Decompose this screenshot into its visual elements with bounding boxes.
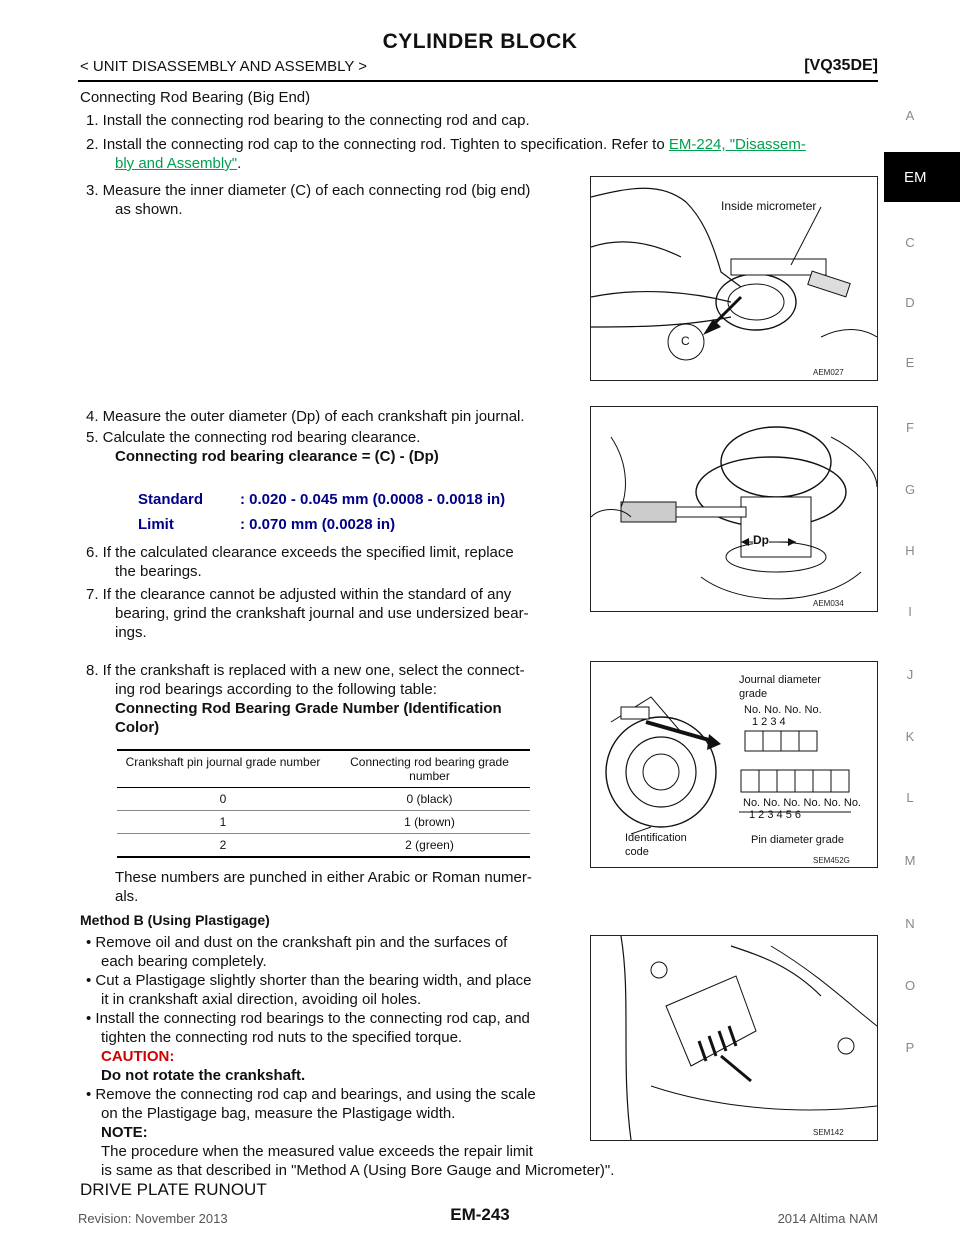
figure-plastigage bbox=[590, 935, 878, 1141]
step-6: 6. If the calculated clearance exceeds the specified limit, replace bbox=[86, 544, 514, 561]
sidebar-letter-l[interactable]: L bbox=[906, 790, 914, 805]
identification-code-label-cont: code bbox=[625, 846, 649, 858]
step-2-cont bbox=[115, 154, 241, 173]
em-224-link-cont[interactable]: bly and Assembly" bbox=[115, 155, 238, 172]
table-cell: 2 (green) bbox=[405, 838, 454, 852]
figure-pin-micrometer bbox=[590, 406, 878, 612]
sidebar-letter-i[interactable]: I bbox=[908, 604, 912, 619]
journal-no-row: No. No. No. No. bbox=[744, 704, 822, 716]
sidebar-letter-d[interactable]: D bbox=[905, 295, 915, 310]
revision-date: Revision: November 2013 bbox=[78, 1211, 228, 1226]
table-header-bearing: Connecting rod bearing grade number bbox=[329, 751, 530, 788]
inside-micrometer-label: Inside micrometer bbox=[721, 199, 817, 213]
figure-code: SEM452G bbox=[813, 856, 850, 865]
bullet-3: • Install the connecting rod bearings to the connecting rod cap, and bbox=[86, 1010, 530, 1027]
table-title-cont: Color) bbox=[115, 719, 160, 736]
sidebar-letter-g[interactable]: G bbox=[904, 482, 916, 497]
bullet-1-cont: each bearing completely. bbox=[101, 953, 267, 970]
step-6-cont: the bearings. bbox=[115, 563, 202, 580]
bearing-grade-table bbox=[117, 751, 530, 856]
step-8: 8. If the crankshaft is replaced with a new one, select the connect- bbox=[86, 662, 525, 679]
sidebar-letter-m[interactable]: M bbox=[904, 853, 916, 868]
table-row bbox=[117, 788, 530, 811]
em-224-link[interactable]: EM-224, "Disassem- bbox=[668, 136, 806, 153]
bullet-2: • Cut a Plastigage slightly shorter than the bearing width, and place bbox=[86, 972, 532, 989]
figure-code: AEM034 bbox=[813, 599, 844, 608]
section-breadcrumb: < UNIT DISASSEMBLY AND ASSEMBLY > bbox=[80, 58, 368, 75]
table-header-row bbox=[117, 751, 530, 788]
callout-dp: Dp bbox=[753, 533, 769, 547]
step-7: 7. If the clearance cannot be adjusted within the standard of any bbox=[86, 586, 512, 603]
engine-code: [VQ35DE] bbox=[804, 57, 878, 74]
identification-code-label: Identification bbox=[625, 832, 687, 844]
step-2-text: 2. Install the connecting rod cap to the connecting rod. Tighten to specification. Refer to bbox=[86, 136, 669, 153]
pin-num-row: 1 2 3 4 5 6 bbox=[749, 809, 801, 821]
table-cell: 0 bbox=[117, 788, 329, 811]
table-row bbox=[117, 811, 530, 834]
pin-grade-label: Pin diameter grade bbox=[751, 834, 844, 846]
table-row bbox=[117, 834, 530, 857]
plastigage-illustration bbox=[591, 936, 877, 1140]
step-3-cont: as shown. bbox=[115, 201, 183, 218]
sidebar-letter-e[interactable]: E bbox=[905, 355, 915, 370]
sidebar-letter-a[interactable]: A bbox=[905, 108, 915, 123]
note-text-cont: is same as that described in "Method A (Using Bore Gauge and Micrometer)". bbox=[101, 1162, 615, 1179]
numerals-note: These numbers are punched in either Arabic or Roman numer- bbox=[115, 869, 532, 886]
step-5: 5. Calculate the connecting rod bearing clearance. bbox=[86, 429, 421, 446]
limit-value: : 0.070 mm (0.0028 in) bbox=[240, 516, 396, 533]
journal-grade-label: Journal diameter bbox=[739, 674, 821, 686]
journal-num-row: 1 2 3 4 bbox=[752, 716, 786, 728]
numerals-note-cont: als. bbox=[115, 888, 139, 905]
standard-label: Standard bbox=[138, 491, 204, 508]
table-title: Connecting Rod Bearing Grade Number (Identification bbox=[115, 700, 502, 717]
next-section-heading: DRIVE PLATE RUNOUT bbox=[80, 1180, 267, 1199]
step-2 bbox=[86, 135, 806, 154]
table-header-pin: Crankshaft pin journal grade number bbox=[117, 751, 329, 788]
note-text: The procedure when the measured value exceeds the repair limit bbox=[101, 1143, 533, 1160]
pin-micrometer-illustration bbox=[591, 407, 877, 611]
note-label: NOTE: bbox=[101, 1124, 148, 1141]
standard-value: : 0.020 - 0.045 mm (0.0008 - 0.0018 in) bbox=[240, 491, 506, 508]
page-title: CYLINDER BLOCK bbox=[382, 30, 578, 53]
page-number: EM-243 bbox=[450, 1205, 510, 1224]
step-3: 3. Measure the inner diameter (C) of each connecting rod (big end) bbox=[86, 182, 531, 199]
figure-inside-micrometer bbox=[590, 176, 878, 381]
sidebar-letter-f[interactable]: F bbox=[906, 420, 914, 435]
sidebar-letter-o[interactable]: O bbox=[904, 978, 916, 993]
sidebar-letter-p[interactable]: P bbox=[905, 1040, 915, 1055]
step-4: 4. Measure the outer diameter (Dp) of each crankshaft pin journal. bbox=[86, 408, 525, 425]
model-label: 2014 Altima NAM bbox=[777, 1211, 878, 1226]
callout-c: C bbox=[681, 334, 690, 348]
bullet-2-cont: it in crankshaft axial direction, avoiding oil holes. bbox=[101, 991, 422, 1008]
sidebar-letter-j[interactable]: J bbox=[906, 667, 914, 682]
sidebar-letter-n[interactable]: N bbox=[905, 916, 915, 931]
step-1: 1. Install the connecting rod bearing to the connecting rod and cap. bbox=[86, 112, 530, 129]
bullet-1: • Remove oil and dust on the crankshaft pin and the surfaces of bbox=[86, 934, 508, 951]
journal-grade-label-cont: grade bbox=[739, 688, 768, 700]
pin-no-row: No. No. No. No. No. No. bbox=[743, 797, 861, 809]
section-heading: Connecting Rod Bearing (Big End) bbox=[80, 89, 311, 106]
sidebar-letter-c[interactable]: C bbox=[905, 235, 915, 250]
step-8-cont: ing rod bearings according to the following table: bbox=[115, 681, 437, 698]
sidebar-letter-k[interactable]: K bbox=[905, 729, 915, 744]
table-cell: 2 bbox=[219, 838, 227, 852]
caution-text: Do not rotate the crankshaft. bbox=[101, 1067, 306, 1084]
sidebar-letter-h[interactable]: H bbox=[905, 543, 915, 558]
table-cell: 0 (black) bbox=[329, 788, 530, 811]
bullet-3-cont: tighten the connecting rod nuts to the specified torque. bbox=[101, 1029, 463, 1046]
figure-grade-identification bbox=[590, 661, 878, 868]
method-b-heading: Method B (Using Plastigage) bbox=[80, 912, 270, 928]
bullet-4: • Remove the connecting rod cap and bearings, and using the scale bbox=[86, 1086, 536, 1103]
table-cell: 1 bbox=[117, 811, 329, 834]
step-7-cont2: ings. bbox=[115, 624, 147, 641]
step-7-cont: bearing, grind the crankshaft journal and use undersized bear- bbox=[115, 605, 529, 622]
table-cell: 1 (brown) bbox=[329, 811, 530, 834]
bearing-grade-table-wrap bbox=[117, 749, 530, 858]
sidebar-active-tab[interactable]: EM bbox=[884, 152, 960, 202]
caution-label: CAUTION: bbox=[101, 1048, 175, 1065]
step-2-end: . bbox=[237, 155, 242, 172]
bullet-4-cont: on the Plastigage bag, measure the Plastigage width. bbox=[101, 1105, 456, 1122]
header-rule bbox=[78, 80, 878, 82]
figure-code: AEM027 bbox=[813, 368, 844, 377]
figure-code: SEM142 bbox=[813, 1128, 844, 1137]
limit-label: Limit bbox=[138, 516, 174, 533]
clearance-formula: Connecting rod bearing clearance = (C) - (Dp) bbox=[115, 448, 439, 465]
